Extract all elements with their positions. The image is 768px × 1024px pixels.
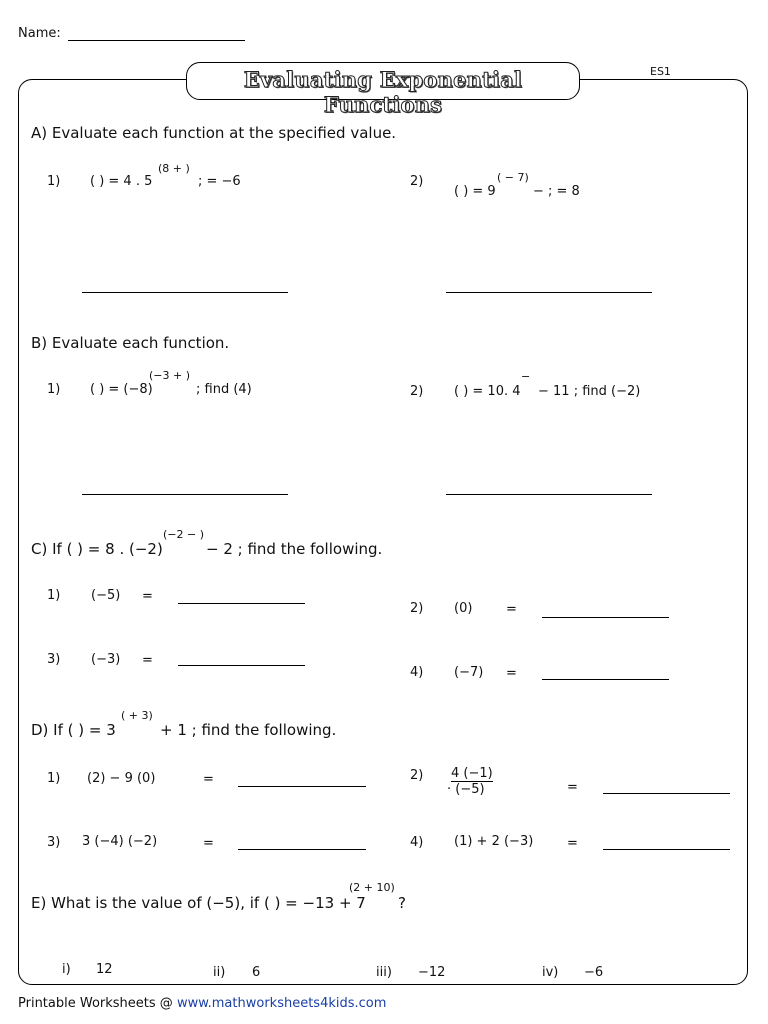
b2-exponent: − <box>521 370 531 383</box>
d4-number: 4) <box>410 835 424 850</box>
section-e-question-start: E) What is the value of (−5), if ( ) = −13 + 7 <box>31 894 366 912</box>
section-c-heading-end: − 2 ; find the following. <box>206 540 383 558</box>
a2-number: 2) <box>410 174 424 189</box>
section-d-heading-start: D) If ( ) = 3 <box>31 721 116 739</box>
d2-equals: = <box>567 780 578 795</box>
a2-exponent: ( − 7) <box>497 171 529 184</box>
c4-equals: = <box>506 666 517 681</box>
c3-number: 3) <box>47 652 61 667</box>
c3-expression: (−3) <box>91 652 121 667</box>
d2-number: 2) <box>410 768 424 783</box>
c4-answer-line[interactable] <box>542 679 669 680</box>
name-field[interactable] <box>68 40 245 41</box>
c3-answer-line[interactable] <box>178 665 305 666</box>
a1-number: 1) <box>47 174 61 189</box>
d1-number: 1) <box>47 771 61 786</box>
d4-expression: (1) + 2 (−3) <box>454 834 534 849</box>
worksheet-title: Evaluating Exponential Functions <box>243 67 523 117</box>
d4-answer-line[interactable] <box>603 849 730 850</box>
footer-text <box>18 996 386 1011</box>
title-banner <box>186 62 580 117</box>
b1-answer-line[interactable] <box>82 494 288 495</box>
b2-answer-line[interactable] <box>446 494 652 495</box>
a1-expression: ( ) = 4 . 5 <box>90 174 153 189</box>
c4-expression: (−7) <box>454 665 484 680</box>
c2-number: 2) <box>410 601 424 616</box>
c2-answer-line[interactable] <box>542 617 669 618</box>
d1-answer-line[interactable] <box>238 786 366 787</box>
worksheet-code: ES1 <box>650 65 671 78</box>
option-iii-value[interactable]: −12 <box>418 965 446 980</box>
c2-expression: (0) <box>454 601 473 616</box>
b2-expression: ( ) = 10. 4 <box>454 384 521 399</box>
option-iii-label: iii) <box>376 965 392 980</box>
c1-number: 1) <box>47 588 61 603</box>
d3-answer-line[interactable] <box>238 849 366 850</box>
section-e-exponent: (2 + 10) <box>349 881 395 894</box>
b2-number: 2) <box>410 384 424 399</box>
c3-equals: = <box>142 653 153 668</box>
section-c-exponent: (−2 − ) <box>163 528 205 541</box>
a2-expression: ( ) = 9 <box>454 184 496 199</box>
c1-answer-line[interactable] <box>178 603 305 604</box>
d4-equals: = <box>567 836 578 851</box>
d3-number: 3) <box>47 835 61 850</box>
d3-equals: = <box>203 836 214 851</box>
b1-tail: ; find (4) <box>196 382 252 397</box>
c1-expression: (−5) <box>91 588 121 603</box>
b1-expression: ( ) = (−8) <box>90 382 153 397</box>
d3-expression: 3 (−4) (−2) <box>82 834 158 849</box>
a1-answer-line[interactable] <box>82 292 288 293</box>
option-i-label: i) <box>62 962 71 977</box>
section-d-heading-end: + 1 ; find the following. <box>160 721 337 739</box>
section-d-exponent: ( + 3) <box>121 709 153 722</box>
d2-numerator: 4 (−1) <box>451 766 493 781</box>
section-b-heading: B) Evaluate each function. <box>31 334 230 352</box>
a2-tail: − ; = 8 <box>533 184 580 199</box>
d2-answer-line[interactable] <box>603 793 730 794</box>
c4-number: 4) <box>410 665 424 680</box>
b2-tail: − 11 ; find (−2) <box>538 384 641 399</box>
option-ii-label: ii) <box>213 965 226 980</box>
footer-website-link[interactable]: www.mathworksheets4kids.com <box>176 996 387 1011</box>
footer-label: Printable Worksheets @ <box>18 996 177 1011</box>
option-i-value[interactable]: 12 <box>96 962 113 977</box>
a1-tail: ; = −6 <box>198 174 241 189</box>
d1-equals: = <box>203 772 214 787</box>
b1-exponent: (−3 + ) <box>149 369 191 382</box>
b1-number: 1) <box>47 382 61 397</box>
option-ii-value[interactable]: 6 <box>252 965 261 980</box>
d2-denominator: · (−5) <box>447 782 485 797</box>
option-iv-value[interactable]: −6 <box>584 965 604 980</box>
c1-equals: = <box>142 589 153 604</box>
section-e-question-end: ? <box>398 894 406 912</box>
section-c-heading-start: C) If ( ) = 8 . (−2) <box>31 540 163 558</box>
d1-expression: (2) − 9 (0) <box>87 771 156 786</box>
a2-answer-line[interactable] <box>446 292 652 293</box>
c2-equals: = <box>506 602 517 617</box>
a1-exponent: (8 + ) <box>158 162 190 175</box>
section-a-heading: A) Evaluate each function at the specified value. <box>31 124 397 142</box>
option-iv-label: iv) <box>542 965 559 980</box>
name-label: Name: <box>18 26 61 41</box>
